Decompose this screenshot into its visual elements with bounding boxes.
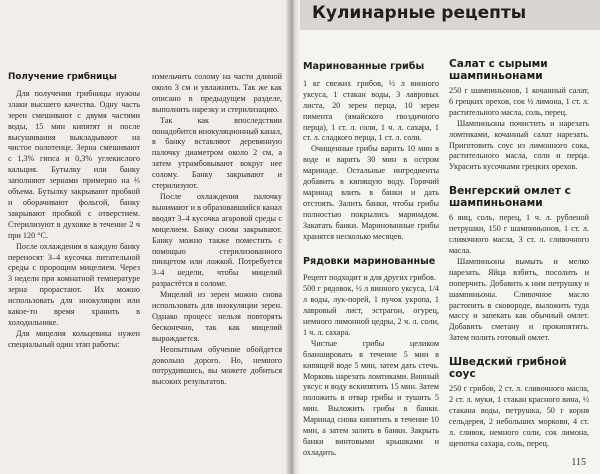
heading-omelette: Венгерский омлет с шампиньонами xyxy=(449,185,571,210)
ingredients: 6 яиц, соль, перец, 1 ч. л. рубленой петрушки, 150 г шампиньонов, 1 ст. л. сливочного масла, 3 ст. л. сливочного масла. xyxy=(449,213,589,255)
ingredients: 500 г рядовок, ½ л винного уксуса, 1/4 л воды, лук-порей, 1 пучок укропа, 1 лавровый лист, эстрагон, огурец, немного лимонной цедры, 2 ч. л. соли, 1 ч. л. сахара. xyxy=(303,284,439,337)
column-4 xyxy=(449,58,589,450)
column-2 xyxy=(152,72,282,388)
ingredients: 1 кг свежих грибов, ½ л винного уксуса, 1 стакан воды, 3 лавровых листа, 20 зерен перца, 10 зерен пимента (ямайского гвоздичного перца), 1 ст. л. соли, 1 ч. л. сахара, 1 ст. л. сладкого перца, 1 ст. л. соли. xyxy=(303,78,439,143)
method: Шампиньоны вымыть и мелко нарезать. Яйца взбить, посолить и поперчить. Добавить к ним петрушку и шампиньоны. Сливочное масло растопить в сковороде, выложить туда массу и запекать как обычный омлет. Добавить сметану и прокипятить. Затем полить готовый омлет. xyxy=(449,256,589,343)
paragraph: Неопытным обучение обойдется довольно дорого. Но, немного потрудившись, вы можете добиться высоких результатов. xyxy=(152,344,282,387)
method: Чистые грибы целиком бланшировать в течение 5 мин в кипящей воде 5 мин, затем дать стечь. Морковь нарезать ломтиками. Винный уксус и воду вскипятить 15 мин. Затем положить в отвар грибы и тушить 5 мин. Выложить грибы в банки. Маринад снова кипятить в течение 10 мин, а затем залить в банки. Закрыть банки винтовыми крышками и охладить. xyxy=(303,338,439,457)
heading-marinated-ryadovki: Рядовки маринованные xyxy=(303,255,436,267)
method: Шампиньоны почистить и нарезать ломтиками, кочанный салат нарезать. Приготовить соус из лимонного сока, растительного масла, соли и перца. Украсить кусочками грецких орехов. xyxy=(449,118,589,172)
paragraph: измельчить солому на части длиной около 3 см и увлажнить. Так же как описано в предыдущем разделе, выполнить нарезку и стерилизацию. xyxy=(152,72,282,114)
paragraph: Мицелий из зерен можно снова использовать для инокуляции зерен. Однако процесс нельзя повторять бесконечно, так как мицелий вырождается. xyxy=(152,290,282,343)
page-header-title: Кулинарные рецепты xyxy=(312,3,527,23)
paragraph: После охлаждения в каждую банку переносят 3–4 кусочка питательной среды с пророщим мицелием. Через 3 недели при комнатной температуре зерна прорастают. Их можно использовать для инокуляции или какое-то время хранить в холодильнике. xyxy=(8,241,140,327)
heading-marinated-mushrooms: Маринованные грибы xyxy=(303,61,425,72)
method: Очищенные грибы варить 10 мин в воде и варить 30 мин в остром маринаде. Остальные ингредиенты добавить в кипящую воду. Горячий маринад влить в банки и дать отстоять. Залить банки, чтобы грибы полностью покрылись маринадом. Закатать банки. Маринованные грибы хранятся несколько месяцев. xyxy=(303,144,439,241)
ingredients: 250 г шампиньонов, 1 кочанный салат, 6 грецких орехов, сок ½ лимона, 1 ст. л. растительного масла, соль, перец. xyxy=(449,86,589,117)
heading-mycelium: Получение грибницы xyxy=(8,72,117,82)
paragraph: После охлаждения палочку вынимают и в образовавшийся канал вводят 3–4 кусочка агаровой среды с мицелием. Банку снова закрывают. Банку можно также поместить с помощью стерилизованного пинцетом или ложкой. Потребуется 3–4 недели, чтобы мицелий разрастётся в соломе. xyxy=(152,191,282,289)
book-gutter xyxy=(286,0,300,474)
page-number: 115 xyxy=(571,457,586,468)
paragraph: Так как впоследствии понадобится инокуляционный канал, в банку вставляют деревянную палочку диаметром около 2 см, а затем утрамбовывают вокруг нее солому. Банку закрывают и стерилизуют. xyxy=(152,115,282,191)
heading-swedish-sauce: Шведский грибной соус xyxy=(449,356,567,381)
paragraph: Для мицелия кольцевика нужен специальный один этап работы: xyxy=(8,328,140,349)
intro: Рецепт подходит и для других грибов. xyxy=(303,273,436,283)
column-1 xyxy=(8,72,140,351)
ingredients: 250 г грибов, 2 ст. л. сливочного масла, 2 ст. л. муки, 1 стакан красного вина, ½ стакана воды, петрушка, 50 г корня сельдерея, 2 небольших моркови, 4 ст. л. сливок, немного соли, сок лимона, щепотка сахара, соль, перец. xyxy=(449,384,589,448)
heading-salad: Салат с сырыми шампиньонами xyxy=(449,58,548,82)
paragraph: Для получения грибницы нужны злаки высшего качества. Одну часть зерен смешивают с двумя частями воды, 15 мин кипятят и после высушивания выкладывают на чистое полотенце. Зерна смешивают с 1,3% гипса и 0,3% углекислого кальция. Бутылку или банку заполняют зернами примерно на ⅔ объема. Бутылку закрывают пробкой и оборачивают фольгой, банку закрывают пробкой с отверстием. Стерилизуют в духовке в течение 2 ч при 120 °С. xyxy=(8,88,140,240)
column-3 xyxy=(303,62,439,459)
